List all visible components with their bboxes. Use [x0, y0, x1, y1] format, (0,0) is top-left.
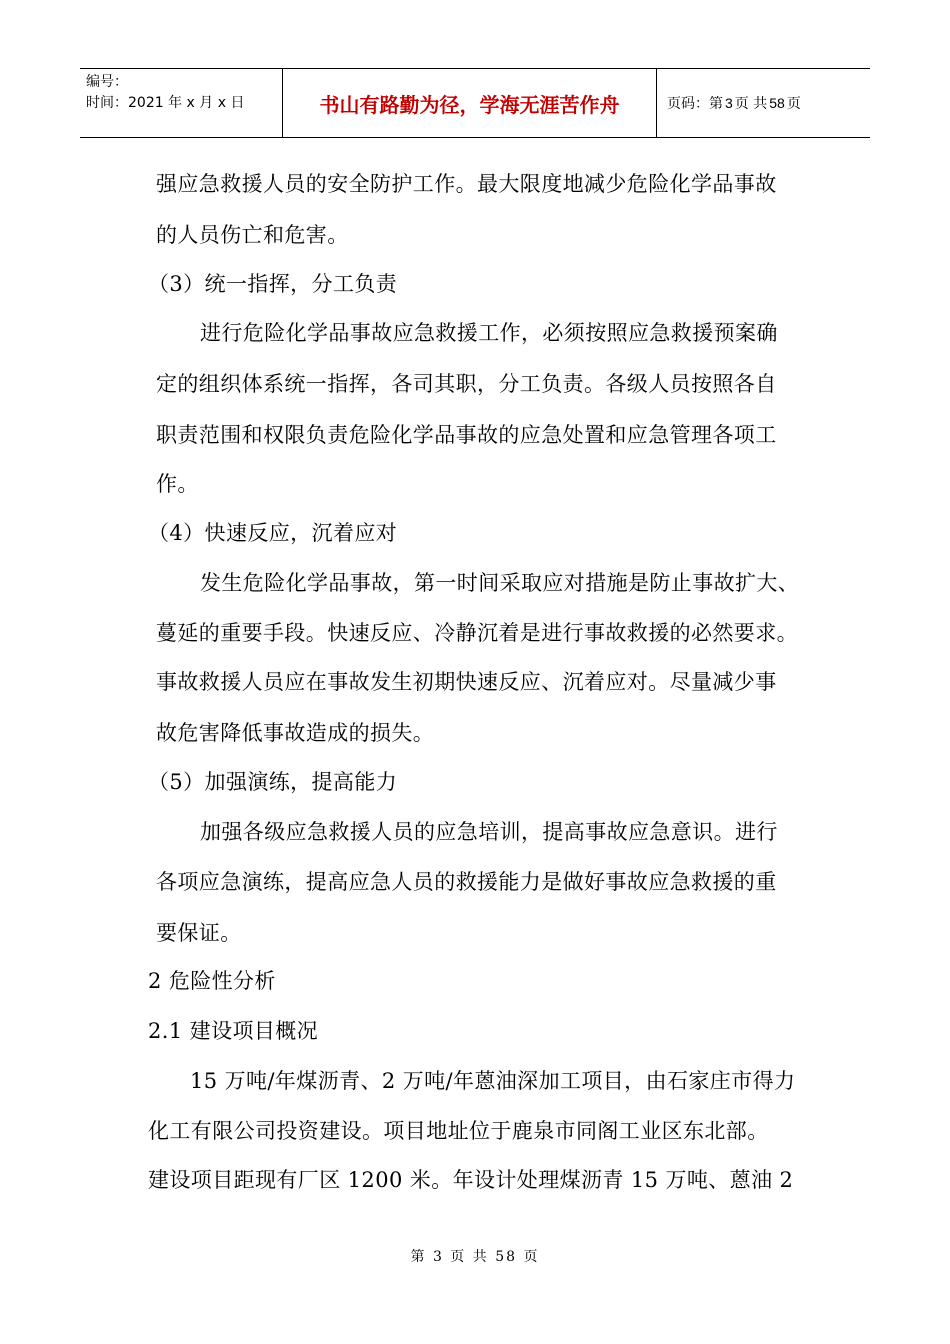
- section-heading: （5）加强演练，提高能力: [148, 770, 398, 794]
- doc-time-label: 时间：2021 年 x 月 x 日: [86, 95, 245, 111]
- subsection-heading: 2.1 建设项目概况: [148, 1019, 319, 1043]
- text-line: 发生危险化学品事故，第一时间采取应对措施是防止事故扩大、: [200, 571, 800, 595]
- text-line: 化工有限公司投资建设。项目地址位于鹿泉市同阁工业区东北部。: [148, 1119, 769, 1143]
- page-current: 3: [725, 95, 733, 111]
- page-prefix: 页码：第: [667, 96, 723, 112]
- text-line: 蔓延的重要手段。快速反应、冷静沉着是进行事故救援的必然要求。: [156, 621, 798, 645]
- text-line: 进行危险化学品事故应急救援工作，必须按照应急救援预案确: [200, 321, 778, 345]
- text-line: 建设项目距现有厂区 1200 米。年设计处理煤沥青 15 万吨、蒽油 2: [148, 1168, 794, 1192]
- text-line: 职责范围和权限负责危险化学品事故的应急处置和应急管理各项工: [156, 423, 777, 447]
- text-line: 强应急救援人员的安全防护工作。最大限度地减少危险化学品事故: [156, 172, 777, 196]
- chapter-heading: 2 危险性分析: [148, 969, 276, 993]
- page-total: 58: [769, 95, 785, 111]
- page-header: [80, 68, 870, 138]
- header-motto: 书山有路勤为径，学海无涯苦作舟: [283, 69, 657, 137]
- text-line: 故危害降低事故造成的损失。: [156, 721, 435, 745]
- header-meta: [80, 69, 283, 137]
- page-footer: 第 3 页 共 58 页: [410, 1249, 540, 1265]
- text-line: 各项应急演练，提高应急人员的救援能力是做好事故应急救援的重: [156, 870, 777, 894]
- header-page-info: [657, 69, 870, 137]
- page-mid: 页 共: [734, 96, 768, 112]
- doc-number-label: 编号：: [86, 74, 128, 90]
- section-heading: （4）快速反应，沉着应对: [148, 521, 398, 545]
- text-line: 定的组织体系统一指挥，各司其职，分工负责。各级人员按照各自: [156, 372, 777, 396]
- text-line: 要保证。: [156, 921, 242, 945]
- text-line: 作。: [156, 472, 199, 496]
- text-line: 的人员伤亡和危害。: [156, 223, 349, 247]
- section-heading: （3）统一指挥，分工负责: [148, 272, 398, 296]
- text-line: 加强各级应急救援人员的应急培训，提高事故应急意识。进行: [200, 820, 778, 844]
- page-suffix: 页: [786, 96, 801, 112]
- text-line: 15 万吨/年煤沥青、2 万吨/年蒽油深加工项目，由石家庄市得力: [190, 1069, 796, 1093]
- text-line: 事故救援人员应在事故发生初期快速反应、沉着应对。尽量减少事: [156, 670, 777, 694]
